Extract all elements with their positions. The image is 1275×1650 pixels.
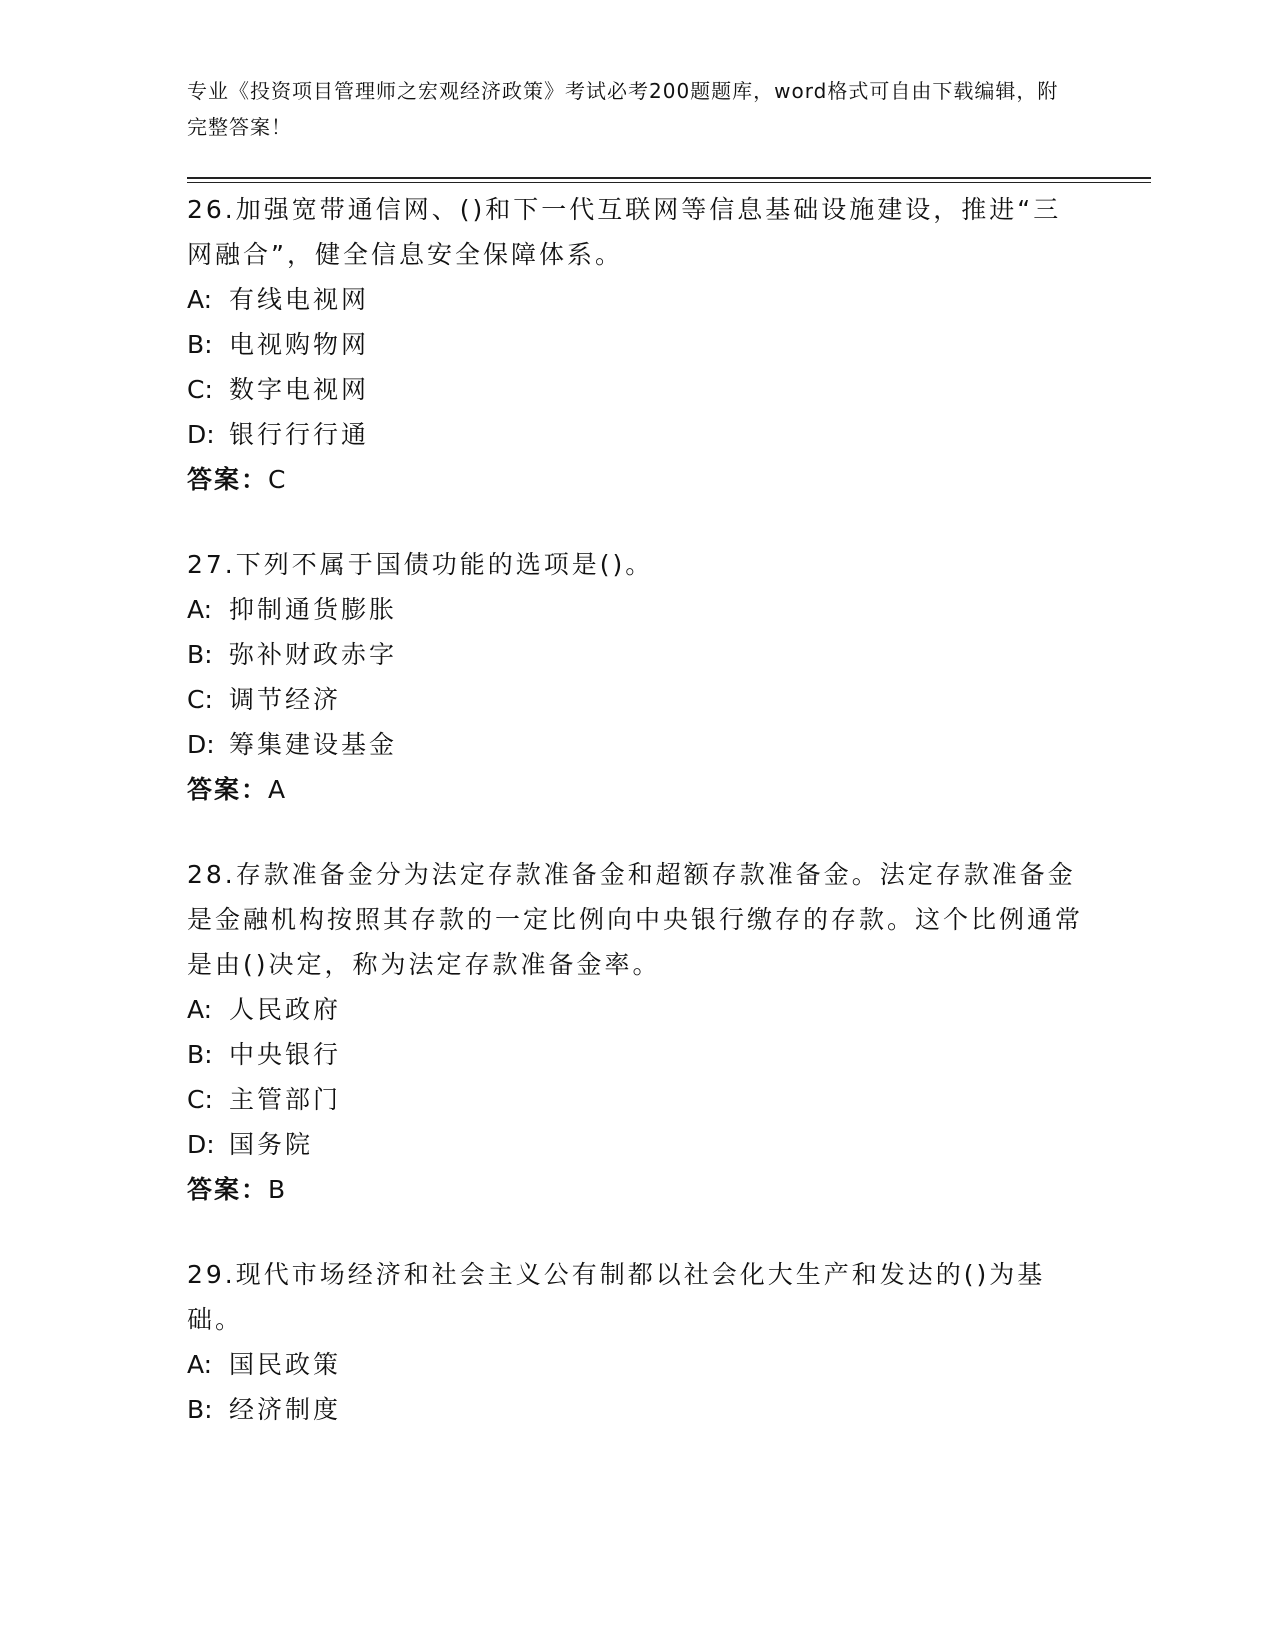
option-c: [187, 1077, 1087, 1122]
option-text: 中央银行: [229, 1040, 342, 1069]
option-label: C:: [187, 1085, 213, 1114]
question-28: [187, 852, 1087, 1212]
option-d: [187, 722, 1087, 767]
option-label: A:: [187, 285, 213, 314]
option-label: D:: [187, 420, 215, 449]
answer-line: [187, 457, 1087, 502]
option-a: [187, 1342, 1087, 1387]
option-b: [187, 632, 1087, 677]
option-b: [187, 1387, 1087, 1432]
header-rule-thin: [187, 182, 1151, 183]
answer-value: C: [268, 465, 286, 494]
option-label: B:: [187, 330, 213, 359]
option-label: B:: [187, 1395, 213, 1424]
option-c: [187, 677, 1087, 722]
option-label: D:: [187, 730, 215, 759]
question-27: [187, 542, 1087, 812]
question-stem: 29.现代市场经济和社会主义公有制都以社会化大生产和发达的()为基础。: [187, 1260, 1046, 1334]
question-stem: 26.加强宽带通信网、()和下一代互联网等信息基础设施建设，推进“三网融合”，健全信息安全保障体系。: [187, 195, 1062, 269]
document-header: 专业《投资项目管理师之宏观经济政策》考试必考200题题库，word格式可自由下载编辑，附完整答案！: [187, 79, 1059, 139]
question-stem: 28.存款准备金分为法定存款准备金和超额存款准备金。法定存款准备金是金融机构按照其存款的一定比例向中央银行缴存的存款。这个比例通常是由()决定，称为法定存款准备金率。: [187, 860, 1084, 979]
option-text: 主管部门: [229, 1085, 342, 1114]
option-text: 人民政府: [229, 995, 342, 1024]
option-label: A:: [187, 595, 213, 624]
option-a: [187, 587, 1087, 632]
option-label: C:: [187, 685, 213, 714]
answer-label: 答案：: [187, 1175, 269, 1204]
option-text: 有线电视网: [229, 285, 370, 314]
option-label: C:: [187, 375, 213, 404]
option-d: [187, 1122, 1087, 1167]
option-text: 国务院: [229, 1130, 314, 1159]
option-c: [187, 367, 1087, 412]
option-label: A:: [187, 995, 213, 1024]
answer-label: 答案：: [187, 465, 269, 494]
option-a: [187, 987, 1087, 1032]
option-label: D:: [187, 1130, 215, 1159]
option-label: A:: [187, 1350, 213, 1379]
option-text: 数字电视网: [229, 375, 370, 404]
option-text: 抑制通货膨胀: [229, 595, 398, 624]
option-text: 电视购物网: [229, 330, 370, 359]
answer-value: A: [268, 775, 286, 804]
option-b: [187, 322, 1087, 367]
option-text: 经济制度: [229, 1395, 342, 1424]
option-label: B:: [187, 640, 213, 669]
option-a: [187, 277, 1087, 322]
answer-value: B: [268, 1175, 286, 1204]
answer-line: [187, 767, 1087, 812]
option-text: 国民政策: [229, 1350, 342, 1379]
answer-label: 答案：: [187, 775, 269, 804]
option-b: [187, 1032, 1087, 1077]
question-list: [187, 187, 1087, 1472]
question-stem: 27.下列不属于国债功能的选项是()。: [187, 550, 654, 579]
option-text: 调节经济: [229, 685, 342, 714]
header-rule-thick: [187, 177, 1151, 179]
option-label: B:: [187, 1040, 213, 1069]
question-26: [187, 187, 1087, 502]
question-29: [187, 1252, 1087, 1432]
option-text: 银行行行通: [229, 420, 370, 449]
option-text: 筹集建设基金: [229, 730, 398, 759]
option-text: 弥补财政赤字: [229, 640, 398, 669]
answer-line: [187, 1167, 1087, 1212]
option-d: [187, 412, 1087, 457]
